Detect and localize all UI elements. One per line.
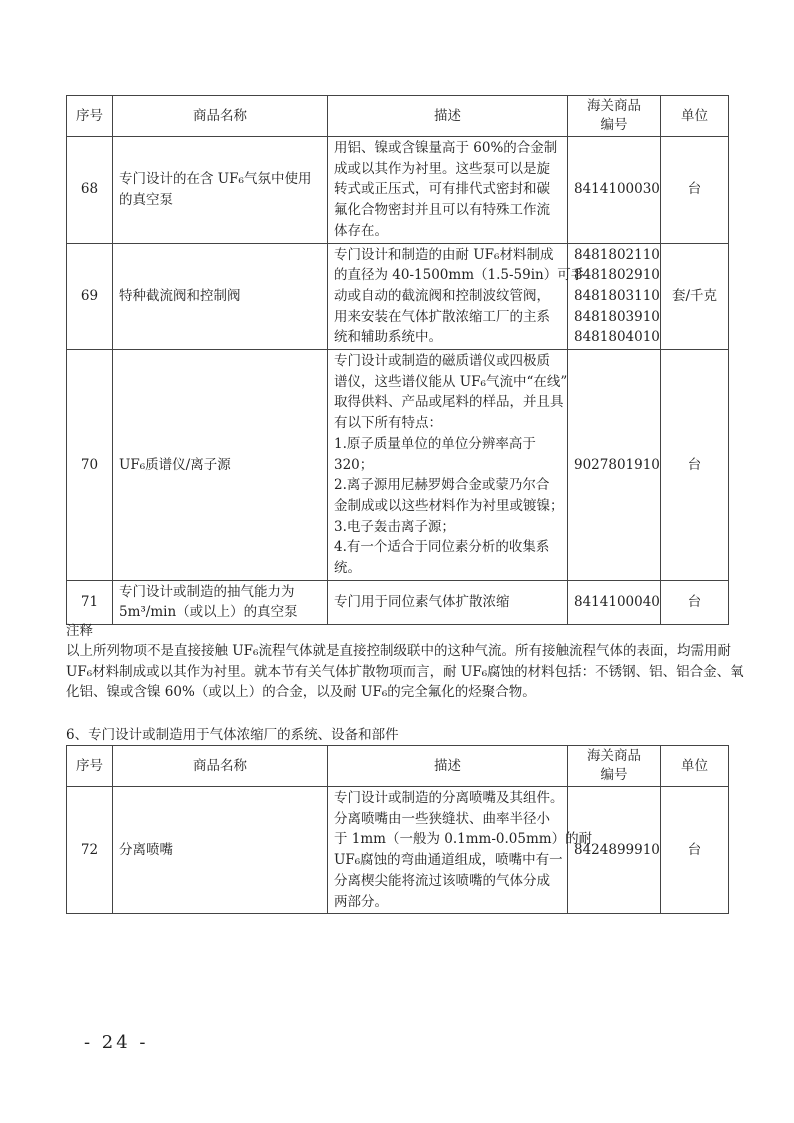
header-code [568, 746, 661, 787]
header-text: 序号 [76, 757, 103, 774]
customs-code [568, 350, 661, 581]
item-number: 69 [67, 243, 113, 350]
text-line: 8414100030 [574, 181, 660, 198]
controlled-items-table-1 [66, 95, 729, 625]
table-row [67, 243, 729, 350]
note-body [66, 641, 744, 703]
header-text: 单位 [681, 107, 708, 124]
header-text: 编号 [600, 767, 628, 783]
item-number: 72 [67, 787, 113, 914]
text-line: 分离喷嘴由一些狭缝状、曲率半径小 [334, 810, 550, 827]
header-no [67, 96, 113, 137]
text-line: 9027801910 [574, 456, 660, 473]
text-line: 有以下所有特点： [334, 415, 442, 432]
table-row [67, 787, 729, 914]
text-line: UF₆质谱仪/离子源 [119, 456, 231, 473]
table-row [67, 350, 729, 581]
customs-code [568, 787, 661, 914]
text-line: 8424899910 [574, 841, 660, 858]
text-line: 的直径为 40-1500mm（1.5-59in）可手 [334, 267, 585, 284]
item-number: 70 [67, 350, 113, 581]
text-line: 3.电子轰击离子源； [334, 518, 455, 535]
header-text: 商品名称 [193, 107, 247, 124]
text-line: 8414100040 [574, 594, 660, 611]
item-description [328, 137, 568, 244]
text-line: 动或自动的截流阀和控制波纹管阀， [334, 287, 550, 304]
text-line: 金制成或以这些材料作为衬里或镀镍； [334, 497, 564, 514]
unit: 台 [661, 350, 729, 581]
unit: 套/千克 [661, 243, 729, 350]
header-row [67, 746, 729, 787]
header-no [67, 746, 113, 787]
text-line: 分离楔尖能将流过该喷嘴的气体分成 [334, 872, 550, 889]
customs-code [568, 580, 661, 624]
text-line: 8481803910 [574, 308, 660, 325]
header-text: 描述 [434, 107, 461, 124]
item-name [113, 787, 328, 914]
text-line: 8481804010 [574, 329, 660, 346]
text-line: 用铝、镍或含镍量高于 60%的合金制 [334, 140, 558, 156]
table-row [67, 137, 729, 244]
text-line: 以上所列物项不是直接接触 UF₆流程气体就是直接控制级联中的这种气流。所有接触流程气体的表面，均需用耐 [66, 643, 731, 659]
unit: 台 [661, 137, 729, 244]
header-text: 序号 [76, 107, 103, 124]
header-text: 编号 [600, 117, 628, 133]
text-line: 专门设计或制造的磁质谱仪或四极质 [334, 353, 550, 370]
text-line: 于 1mm（一般为 0.1mm-0.05mm）的耐 [334, 831, 593, 848]
text-line: 取得供料、产品或尾料的样品，并且具 [334, 394, 564, 411]
text-line: 4.有一个适合于同位素分析的收集系 [334, 539, 550, 556]
unit: 台 [661, 580, 729, 624]
text-line: 的真空泵 [119, 191, 173, 208]
text-line: 体存在。 [334, 222, 388, 239]
header-unit [661, 96, 729, 137]
header-name [113, 746, 328, 787]
header-desc [328, 96, 568, 137]
item-description [328, 243, 585, 350]
header-unit [661, 746, 729, 787]
text-line: 5m³/min（或以上）的真空泵 [119, 604, 298, 621]
item-description [328, 580, 568, 624]
text-line: 用来安装在气体扩散浓缩工厂的主系 [334, 308, 550, 325]
text-line: 氟化合物密封并且可以有特殊工作流 [334, 202, 550, 219]
header-text: 单位 [681, 757, 708, 774]
text-line: 专门设计的在含 UF₆气氛中使用 [119, 171, 312, 188]
text-line: 专门用于同位素气体扩散浓缩 [334, 594, 510, 611]
text-line: UF₆腐蚀的弯曲通道组成，喷嘴中有一 [334, 852, 563, 869]
item-name [113, 137, 328, 244]
text-line: 2.离子源用尼赫罗姆合金或蒙乃尔合 [334, 477, 550, 494]
text-line: 8481802910 [574, 267, 660, 284]
text-line: 统和辅助系统中。 [334, 329, 442, 346]
text-line: 320； [334, 456, 374, 473]
item-description [328, 787, 593, 914]
text-line: 专门设计和制造的由耐 UF₆材料制成 [334, 246, 554, 263]
text-line: 统。 [334, 560, 361, 577]
text-line: 1.原子质量单位的单位分辨率高于 [334, 435, 536, 452]
header-code [568, 96, 661, 137]
unit: 台 [661, 787, 729, 914]
text-line: UF₆材料制成或以其作为衬里。就本节有关气体扩散物项而言，耐 UF₆腐蚀的材料包括：不锈钢、铝、铝合金、氧 [66, 663, 744, 680]
text-line: 化铝、镍或含镍 60%（或以上）的合金，以及耐 UF₆的完全氟化的烃聚合物。 [66, 684, 536, 701]
page-number: - 24 - [84, 1032, 149, 1053]
section-6-heading: 6、专门设计或制造用于气体浓缩厂的系统、设备和部件 [66, 727, 399, 743]
text-line: 专门设计或制造的分离喷嘴及其组件。 [334, 790, 564, 806]
controlled-items-table-2 [66, 745, 729, 914]
text-line: 转式或正压式，可有排代式密封和碳 [334, 181, 550, 198]
header-name [113, 96, 328, 137]
header-text: 海关商品 [587, 748, 641, 764]
header-text: 商品名称 [193, 757, 247, 774]
item-name [113, 243, 328, 350]
text-line: 8481802110 [574, 246, 660, 263]
customs-code [568, 243, 661, 350]
text-line: 谱仪，这些谱仪能从 UF₆气流中“在线” [334, 373, 568, 390]
item-name [113, 580, 328, 624]
text-line: 专门设计或制造的抽气能力为 [119, 583, 295, 600]
header-text: 海关商品 [587, 98, 641, 114]
item-description [328, 350, 568, 581]
item-name [113, 350, 328, 581]
text-line: 两部分。 [334, 893, 388, 910]
header-row [67, 96, 729, 137]
text-line: 8481803110 [574, 287, 660, 304]
header-desc [328, 746, 568, 787]
note-title: 注释 [66, 623, 93, 639]
header-text: 描述 [434, 757, 461, 774]
text-line: 成或以其作为衬里。这些泵可以是旋 [334, 160, 550, 177]
text-line: 特种截流阀和控制阀 [119, 287, 241, 304]
table-row [67, 580, 729, 624]
item-number: 71 [67, 580, 113, 624]
item-number: 68 [67, 137, 113, 244]
text-line: 分离喷嘴 [119, 841, 173, 858]
customs-code [568, 137, 661, 244]
